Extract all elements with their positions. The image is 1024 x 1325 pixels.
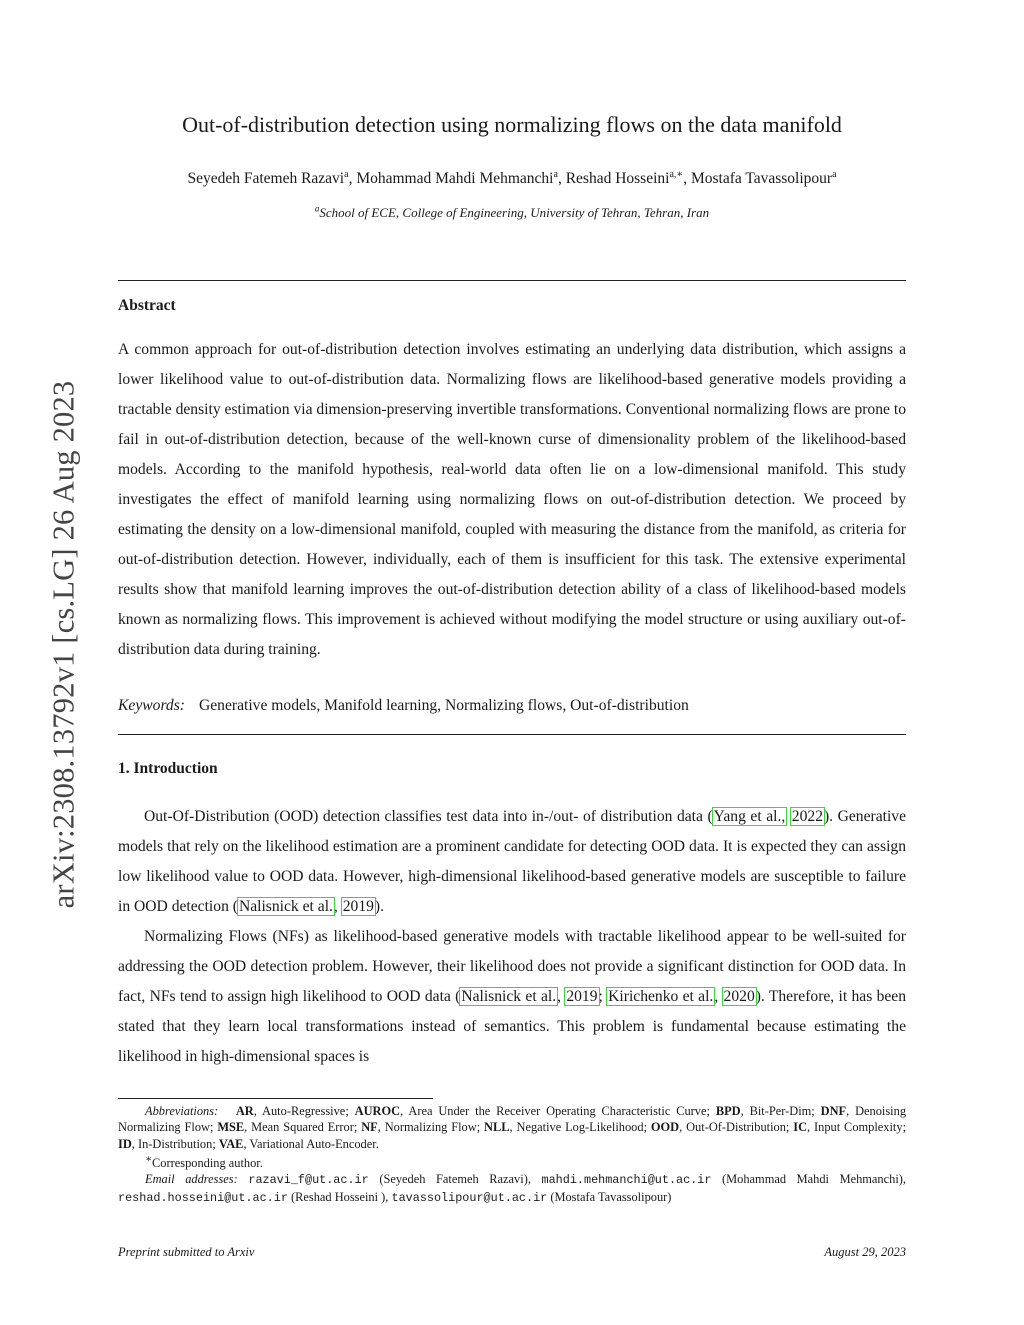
footnote-rule — [118, 1098, 433, 1099]
email-link[interactable]: reshad.hosseini@ut.ac.ir — [118, 1190, 288, 1205]
citation-link[interactable]: 2019 — [342, 898, 374, 915]
arxiv-side-stamp — [34, 348, 94, 940]
citation-link[interactable]: 2019 — [566, 988, 598, 1005]
arxiv-identifier: arXiv:2308.13792v1 [cs.LG] 26 Aug 2023 — [46, 380, 81, 908]
citation-link[interactable]: 2022 — [791, 808, 823, 825]
footer-date: August 29, 2023 — [824, 1245, 906, 1259]
preprint-note: Preprint submitted to Arxiv — [118, 1245, 255, 1259]
email-link[interactable]: mahdi.mehmanchi@ut.ac.ir — [541, 1173, 712, 1188]
footnotes — [118, 1103, 906, 1206]
author-affil-mark: a — [553, 168, 558, 180]
intro-paragraph-2: Normalizing Flows (NFs) as likelihood-based generative models with tractable likelihood appear to be well-suited for addressing the OOD detection problem. However, their likelihood does not provide a significant distinction for OOD data. In fact, NFs tend to assign high likelihood to OOD data (Nalisnick et al., 2019; Kirichenko et al., 2020). Therefore, it has been stated that they learn local transformations instead of semantics. This problem is fundamental because estimating the likelihood in high-dimensional spaces is — [118, 928, 907, 1065]
keywords — [118, 697, 906, 715]
footnote-corresponding: ∗Corresponding author. — [145, 1153, 263, 1171]
keywords-text: Generative models, Manifold learning, Normalizing flows, Out-of-distribution — [199, 697, 689, 714]
abstract-text: A common approach for out-of-distribution detection involves estimating an underlying data distribution, which assigns a lower likelihood value to out-of-distribution data. Normalizing flows are likelihood-based generative models providing a tractable density estimation via dimension-preserving invertible transformations. Conventional normalizing flows are prone to fail in out-of-distribution detection, because of the well-known curse of dimensionality problem of the likelihood-based models. According to the manifold hypothesis, real-world data often lie on a low-dimensional manifold. This study investigates the effect of manifold learning using normalizing flows on out-of-distribution detection. We proceed by estimating the density on a low-dimensional manifold, coupled with measuring the distance from the manifold, as criteria for out-of-distribution detection. However, individually, each of them is insufficient for this task. The extensive experimental results show that manifold learning improves the out-of-distribution detection ability of a class of likelihood-based models known as normalizing flows. This improvement is achieved without modifying the model structure or using auxiliary out-of-distribution data during training. — [118, 341, 906, 658]
author-name: Seyedeh Fatemeh Razavi — [187, 170, 345, 187]
affiliation-text: School of ECE, College of Engineering, University of Tehran, Tehran, Iran — [319, 205, 710, 220]
email-label: Email addresses: — [145, 1172, 238, 1187]
author-affil-mark: a,∗ — [669, 168, 684, 180]
paper-title: Out-of-distribution detection using normalizing flows on the data manifold — [182, 112, 842, 137]
introduction-body — [118, 802, 906, 1072]
keywords-label: Keywords: — [118, 697, 185, 714]
abbreviations-label: Abbreviations: — [145, 1104, 219, 1118]
email-link[interactable]: tavassolipour@ut.ac.ir — [391, 1190, 548, 1205]
abstract-heading: Abstract — [118, 297, 176, 314]
citation-link[interactable]: Nalisnick et al. — [461, 988, 557, 1005]
author-affil-mark: a — [832, 168, 837, 180]
email-link[interactable]: razavi_f@ut.ac.ir — [248, 1173, 369, 1188]
citation-link[interactable]: 2020 — [723, 988, 755, 1005]
section-heading-introduction: 1. Introduction — [118, 760, 218, 777]
bottom-rule — [118, 734, 906, 735]
citation-link[interactable]: Kirichenko et al. — [608, 988, 714, 1005]
affiliation — [118, 205, 906, 221]
affiliation-mark: a — [314, 203, 320, 214]
intro-paragraph-1: Out-Of-Distribution (OOD) detection classifies test data into in-/out- of distribution data (Yang et al., 2022). Generative models that rely on the likelihood estimation are a prominent candidate for detecting OOD data. It is expected they can assign low likelihood value to OOD data. However, high-dimensional likelihood-based generative models are susceptible to failure in OOD detection (Nalisnick et al., 2019). — [118, 808, 907, 915]
top-rule — [118, 280, 906, 281]
author-list: Seyedeh Fatemeh Razavi$^a$, Mohammad Mahdi Mehmanchi$^a$, Reshad Hosseini$^{a,∗}$, Mostafa Tavassolipour$^a$ — [187, 168, 837, 187]
citation-link[interactable]: Nalisnick et al. — [238, 898, 333, 915]
author-affil-mark: a — [344, 168, 349, 180]
footnote-emails: Email addresses: razavi_f@ut.ac.ir (Seyedeh Fatemeh Razavi), mahdi.mehmanchi@ut.ac.ir (Mohammad Mahdi Mehmanchi), reshad.hosseini@ut.ac.ir (Reshad Hosseini ), tavassolipour@ut.ac.ir (Mostafa Tavassolipour) — [118, 1172, 906, 1205]
author-name: Mostafa Tavassolipour — [690, 170, 833, 187]
author-name: Mohammad Mahdi Mehmanchi — [356, 170, 554, 187]
citation-link[interactable]: Yang et al., — [713, 808, 786, 825]
author-name: Reshad Hosseini — [565, 170, 670, 187]
footnote-abbreviations: Abbreviations: AR, Auto-Regressive; AUROC, Area Under the Receiver Operating Characteristic Curve; BPD, Bit-Per-Dim; DNF, Denoising Normalizing Flow; MSE, Mean Squared Error; NF, Normalizing Flow; NLL, Negative Log-Likelihood; OOD, Out-Of-Distribution; IC, Input Complexity; ID, In-Distribution; VAE, Variational Auto-Encoder. — [118, 1104, 907, 1151]
